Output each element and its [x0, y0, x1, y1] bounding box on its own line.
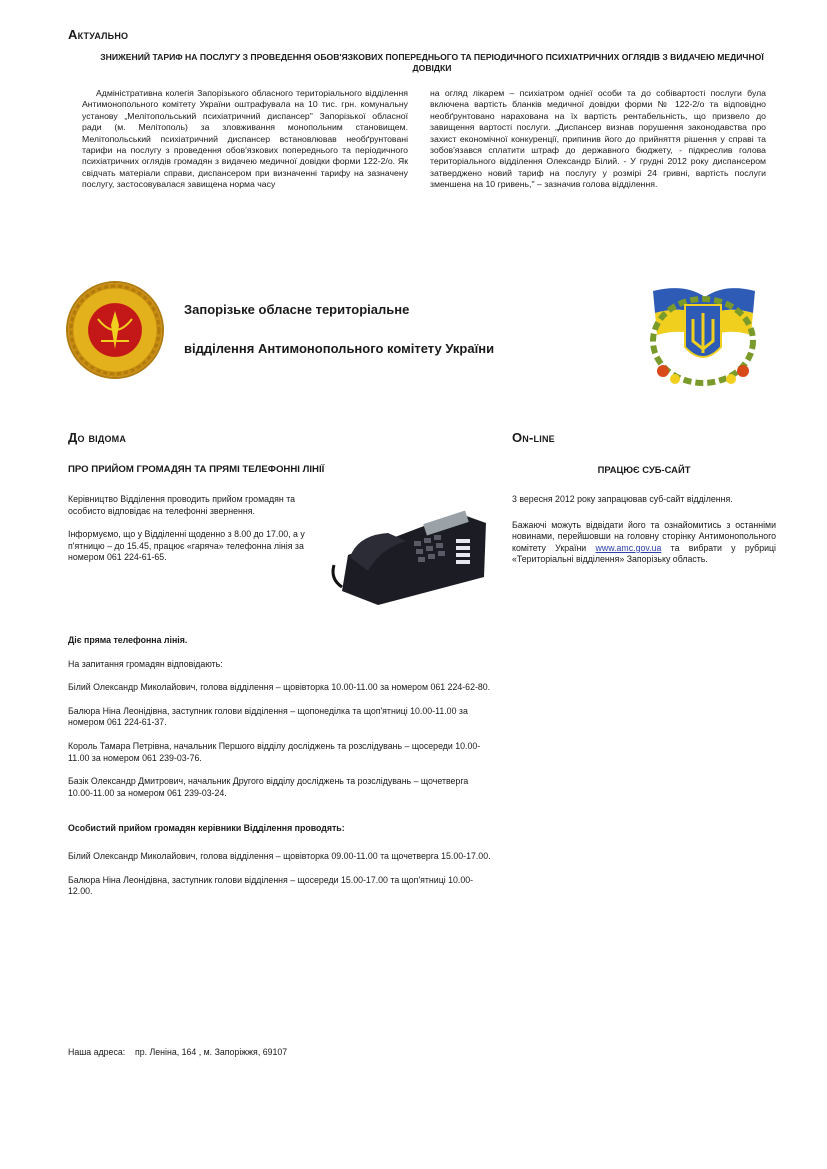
telephone-icon [328, 495, 496, 610]
direct-line-item: Король Тамара Петрівна, начальник Першого відділу досліджень та розслідувань – щосереди 10.00-11.00 за номером 061 239-03-76. [68, 740, 481, 763]
info-paragraph-2: Інформуємо, що у Відділенні щоденно з 8.00 до 17.00, а у п'ятницю – до 15.45, працює «гаряча» телефонна лінія за номером 061 224-61-65. [68, 529, 305, 563]
article-headline: ЗНИЖЕНИЙ ТАРИФ НА ПОСЛУГУ З ПРОВЕДЕННЯ ОБОВ'ЯЗКОВИХ ПОПЕРЕДНЬОГО ТА ПЕРІОДИЧНОГО ПСИХІАТРИЧНИХ ОГЛЯДІВ З ВИДАЧЕЮ МЕДИЧНОЇ ДОВІДКИ [100, 52, 764, 73]
org-name-line1: Запорізьке обласне територіальне [184, 302, 410, 317]
address-value: пр. Леніна, 164 , м. Запоріжжя, 69107 [134, 1047, 288, 1057]
info-intro [68, 494, 308, 576]
direct-line-item: Білий Олександр Миколайович, голова відділення – щовівторка 10.00-11.00 за номером 061 224-62-80. [68, 682, 491, 693]
personal-reception-item: Балюра Ніна Леонідівна, заступник голови відділення – щосереди 15.00-17.00 та щоп'ятниці 10.00-12.00. [68, 874, 474, 897]
direct-line-item: Базік Олександр Дмитрович, начальник Другого відділу досліджень та розслідувань – щочетверга 10.00-11.00 за номером 061 239-03-24. [68, 776, 469, 798]
online-paragraph-2-start: Бажаючі можуть відвідати його та ознайомитись з останніми новинами, перейшовши на головну сторінку Антимонопольного комітету України [512, 519, 776, 553]
personal-reception-item: Білий Олександр Миколайович, голова відділення – щовівторка 09.00-11.00 та щочетверга 15.00-17.00. [68, 850, 491, 861]
address-label: Наша адреса: [68, 1047, 126, 1057]
direct-lines-title: Діє пряма телефонна лінія. [68, 635, 188, 645]
direct-lines-intro: На запитання громадян відповідають: [68, 658, 223, 669]
info-paragraph-1: Керівництво Відділення проводить прийом громадян та особисто відповідає на телефонні звернення. [68, 494, 296, 516]
personal-reception-title: Особистий прийом громадян керівники Відділення проводять: [68, 823, 345, 834]
online-paragraph-2 [512, 520, 776, 566]
amcu-emblem-icon [68, 283, 162, 377]
address-line [68, 1047, 287, 1059]
direct-line-item: Балюра Ніна Леонідівна, заступник голови відділення – щопонеділка та щоп'ятниці 10.00-11.00 за номером 061 224-61-37. [68, 705, 468, 728]
amc-website-link[interactable]: www.amc.gov.ua [595, 542, 662, 553]
online-paragraph-2-end: та вибрати у рубриці «Територіальні відділення» Запорізьку область. [512, 542, 776, 565]
section-label-online: On-line [512, 430, 555, 445]
article-text-left: Адміністративна колегія Запорізького обласного територіального відділення Антимонопольного комітету України оштрафувала на 10 тис. грн. комунальну установу „Мелітопольський психіатричний диспансер" Запорізької обласної ради (м. Мелітополь) за зловживання монопольним становищем. Мелітопольський психіатричний диспансер встановлював необґрунтовані тарифи на послугу з проведення обов'язкових попереднього та періодичного психіатричних оглядів громадян з видачею медичної довідки форми 122-2/о. Як свідчать матеріали справи, диспансером при визначенні тарифу на зазначену послугу, застосовувалася завищена норма часу [82, 88, 408, 190]
article-text-right: на огляд лікарем – психіатром однієї особи та до собівартості послуги була включена вартість бланків медичної довідки форми № 122-2/о та відповідно необґрунтовано нарахована на їх вартість рентабельність, що призвело до завищення вартості послуги. „Диспансер визнав порушення законодавства про захист економічної конкуренції, припинив його до прийняття рішення у справі та зобов'язався сплатити штраф до державного бюджету, - підкреслив голова територіального відділення Олександр Білий. - У грудні 2012 року диспансером затверджено новий тариф на послугу у розмірі 24 гривні, вартість послуги зменшена на 10 гривень," – зазначив голова відділення. [430, 88, 766, 190]
online-text [512, 494, 776, 578]
info-heading: ПРО ПРИЙОМ ГРОМАДЯН ТА ПРЯМІ ТЕЛЕФОННІ ЛІНІЇ [68, 464, 325, 475]
section-label-actual: Актуально [68, 27, 129, 42]
section-label-info: До відома [68, 430, 127, 445]
article-column-right [430, 88, 766, 191]
org-name-line2: відділення Антимонопольного комітету України [184, 341, 495, 356]
online-heading: ПРАЦЮЄ СУБ-САЙТ [597, 464, 691, 475]
article-column-left [82, 88, 408, 191]
direct-lines-block [68, 635, 495, 910]
online-paragraph-1: 3 вересня 2012 року запрацював суб-сайт відділення. [512, 494, 733, 504]
ukraine-coat-of-arms-icon [645, 283, 762, 389]
